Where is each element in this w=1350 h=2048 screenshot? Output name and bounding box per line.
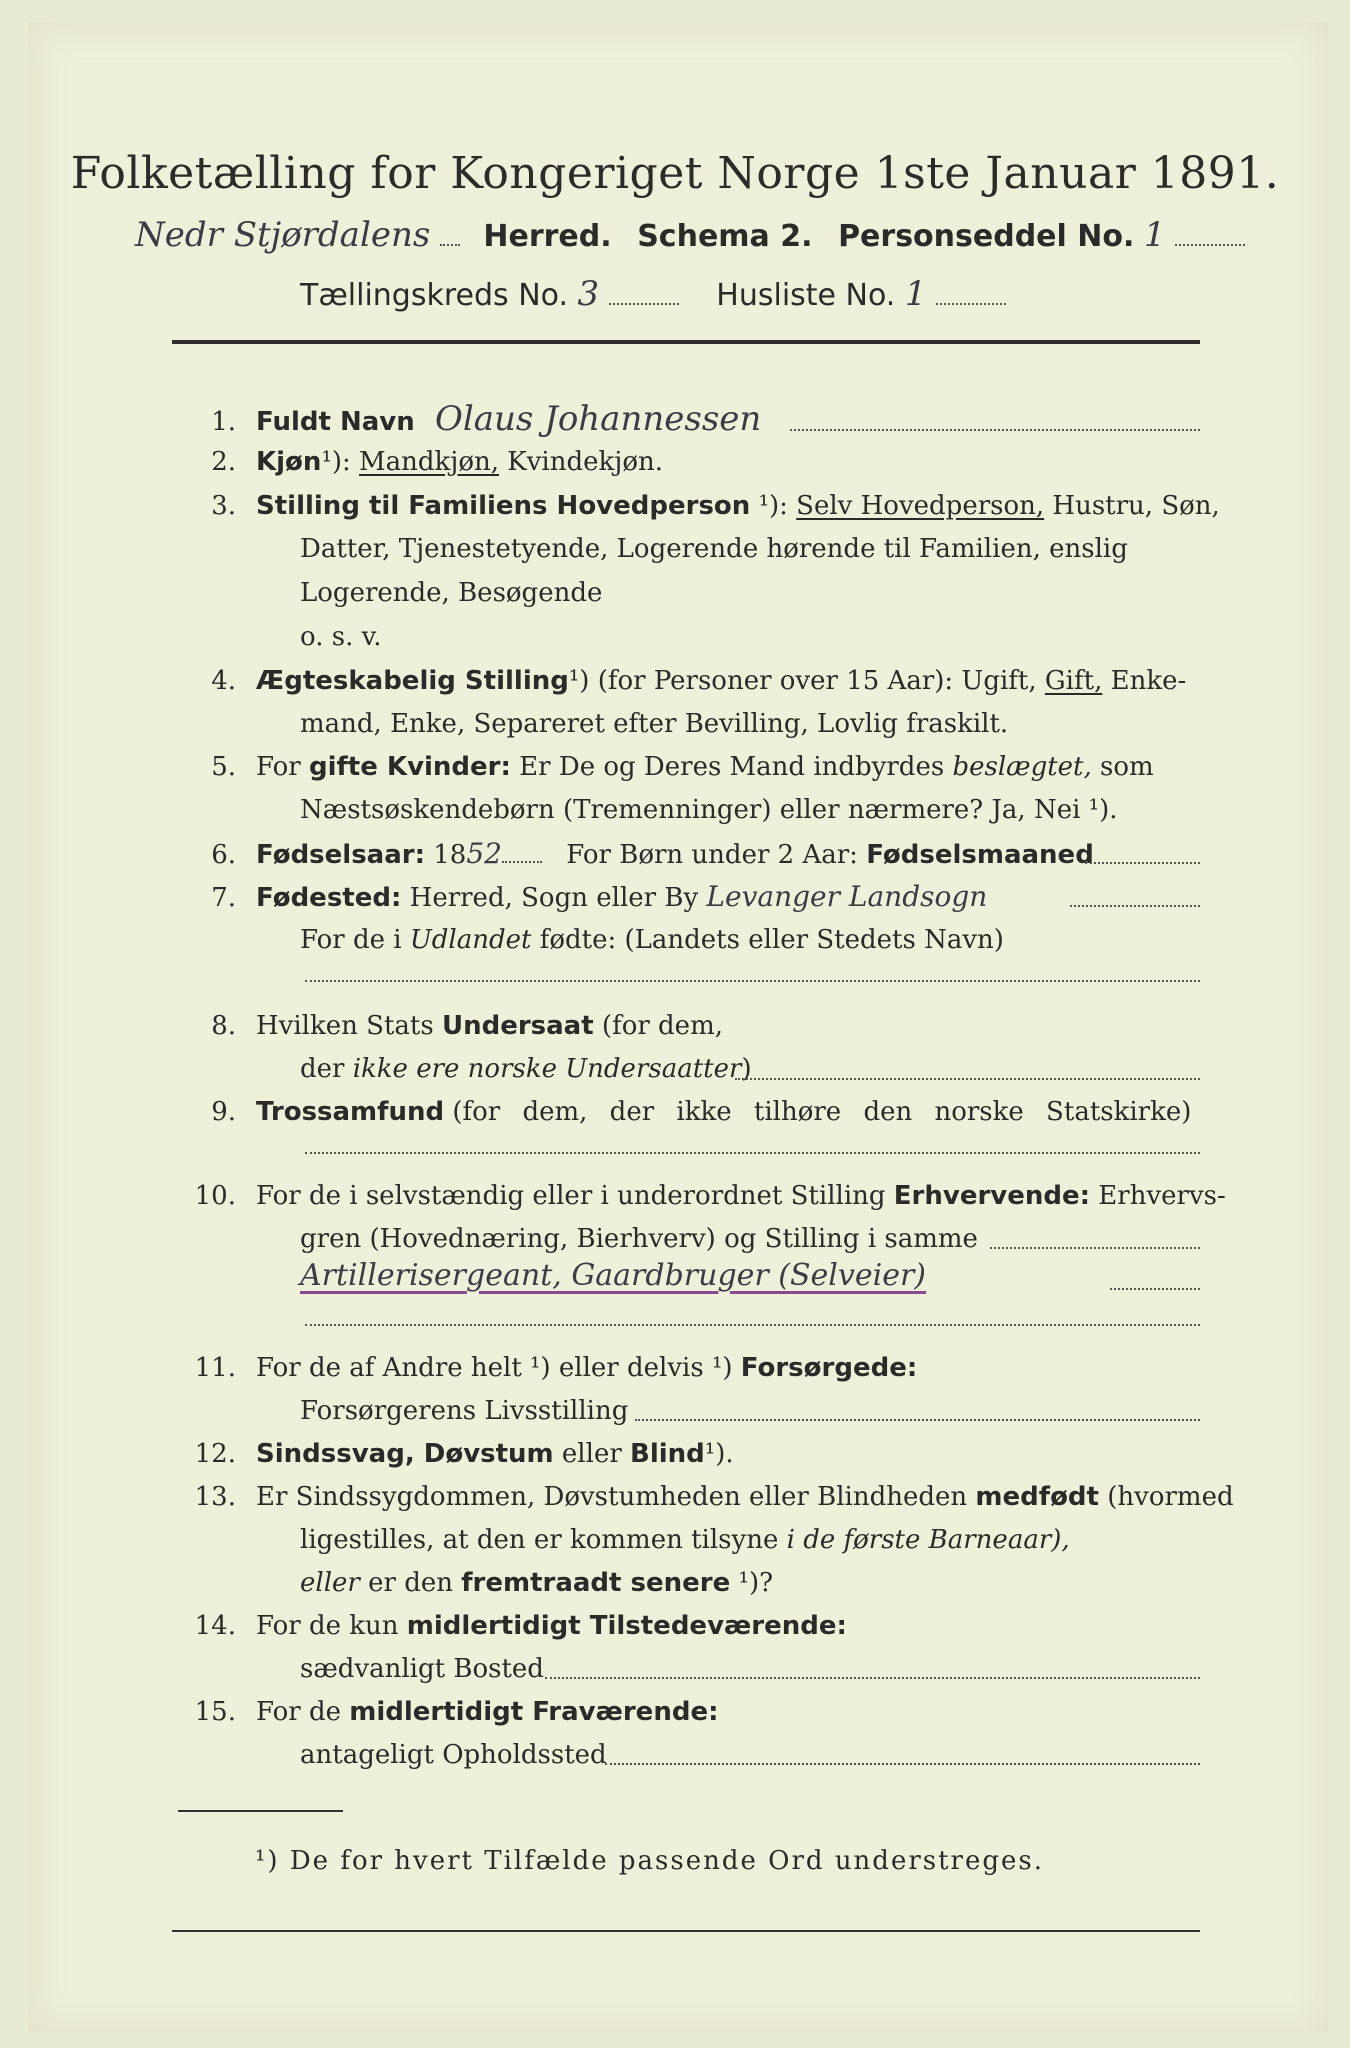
item-text: For de i: [300, 925, 402, 955]
fill-line: [735, 1078, 1200, 1080]
item-number: 3.: [211, 491, 236, 521]
item-label: Kjøn: [256, 447, 322, 477]
item-label: Stilling til Familiens Hovedperson: [256, 491, 751, 521]
item-6: [172, 838, 1094, 871]
item-text: For: [256, 752, 301, 782]
item-label: fremtraadt senere: [461, 1568, 731, 1598]
footnote-divider: [178, 1810, 343, 1812]
item-text-italic: Udlandet: [409, 925, 532, 955]
item-13: [172, 1481, 1234, 1513]
fill-line: [305, 1324, 1200, 1326]
item-number: 8.: [211, 1011, 236, 1041]
item-number: 7.: [211, 883, 236, 913]
item-text: (hvormed: [1107, 1482, 1234, 1512]
item-label: gifte Kvinder:: [308, 752, 511, 782]
item-label: Fødested:: [256, 883, 402, 913]
footnote: ¹) De for hvert Tilfælde passende Ord understreges.: [255, 1846, 1045, 1876]
item-text: Enke-: [1110, 666, 1187, 696]
footnote-marker: ¹):: [321, 447, 351, 477]
item-8: [172, 1010, 723, 1042]
item-number: 12.: [194, 1439, 236, 1469]
item-number: 1.: [211, 407, 236, 437]
item-text: For de: [256, 1697, 341, 1727]
item-1: [172, 399, 762, 439]
item-text: ¹)?: [738, 1568, 774, 1598]
option-text: Hustru, Søn,: [1052, 491, 1220, 521]
item-number: 10.: [194, 1181, 236, 1211]
item-number: 13.: [194, 1482, 236, 1512]
item-text-italic: eller: [300, 1568, 360, 1598]
item-label: Undersaat: [441, 1011, 594, 1041]
kreds-label: Tællingskreds No.: [300, 278, 568, 313]
schema-label: Schema 2.: [637, 219, 813, 254]
item-13-line-2: [300, 1524, 1070, 1556]
fill-line: [1110, 1288, 1200, 1290]
item-text: som: [1100, 752, 1154, 782]
item-number: 9.: [211, 1097, 236, 1127]
fill-line: [990, 1247, 1200, 1249]
item-label: Fuldt Navn: [256, 407, 415, 437]
item-8-line-2: der ikke ere norske Undersaatter): [300, 1054, 752, 1084]
item-text: er den: [368, 1568, 453, 1598]
item-text: der: [300, 1054, 345, 1084]
item-text: eller: [561, 1439, 622, 1469]
fill-line: [1085, 862, 1200, 864]
item-label: Blind: [630, 1439, 705, 1469]
option-selected: Selv Hovedperson,: [796, 491, 1045, 521]
item-9: [172, 1096, 1191, 1128]
item-label: Fødselsmaaned: [866, 840, 1094, 870]
header-district-row: [300, 274, 1006, 314]
item-text: Herred, Sogn eller By: [409, 883, 699, 913]
item-12: [172, 1438, 734, 1470]
item-15: [172, 1696, 718, 1728]
item-3-line-4: o. s. v.: [300, 622, 382, 652]
item-number: 6.: [211, 840, 236, 870]
item-number: 15.: [194, 1697, 236, 1727]
item-text-italic: i de første Barneaar),: [786, 1525, 1070, 1555]
item-15-line-2: antageligt Opholdssted: [300, 1740, 607, 1770]
item-label: medfødt: [975, 1482, 1099, 1512]
item-11-line-2: Forsørgerens Livsstilling: [300, 1396, 629, 1426]
item-label: Sindssvag, Døvstum: [256, 1439, 554, 1469]
item-text: Hvilken Stats: [256, 1011, 434, 1041]
fill-line: [605, 1763, 1200, 1765]
item-text-italic: ikke ere norske Undersaatter: [352, 1054, 742, 1084]
item-number: 11.: [194, 1353, 236, 1383]
item-7: [172, 881, 987, 914]
fill-line: [305, 1152, 1200, 1154]
fill-line: [790, 429, 1200, 431]
header-divider: [172, 340, 1200, 344]
birthplace-value: Levanger Landsogn: [706, 880, 988, 913]
item-number: 2.: [211, 447, 236, 477]
item-label: midlertidigt Tilstedeværende:: [406, 1611, 847, 1641]
item-text: (for dem,: [601, 1011, 723, 1041]
item-14: [172, 1610, 847, 1642]
item-3: [172, 490, 1220, 522]
item-13-line-3: [300, 1567, 773, 1599]
option-selected: Gift,: [1044, 666, 1103, 696]
item-label: Erhvervende:: [893, 1181, 1091, 1211]
item-3-line-3: Logerende, Besøgende: [300, 578, 603, 608]
item-14-line-2: sædvanligt Bosted: [300, 1654, 544, 1684]
item-text: Erhvervs-: [1098, 1181, 1226, 1211]
item-label: Trossamfund: [256, 1097, 445, 1127]
footnote-marker: ¹):: [758, 491, 788, 521]
husliste-label: Husliste No.: [716, 278, 896, 313]
kreds-number: 3: [577, 274, 600, 314]
personseddel-label: Personseddel No.: [838, 219, 1135, 254]
item-2: [172, 446, 663, 478]
item-text: For de kun: [256, 1611, 399, 1641]
item-3-line-2: Datter, Tjenestetyende, Logerende hørende til Familien, enslig: [300, 534, 1128, 564]
item-number: 4.: [211, 666, 236, 696]
item-11: [172, 1352, 917, 1384]
herred-label: Herred.: [483, 219, 612, 254]
option-selected: Mandkjøn,: [359, 447, 500, 477]
personseddel-number: 1: [1143, 215, 1166, 255]
husliste-number: 1: [904, 274, 927, 314]
fill-line: [305, 980, 1200, 982]
item-4: [172, 665, 1186, 697]
birth-year-prefix: 18: [433, 840, 467, 870]
birth-year-value: 52: [466, 837, 502, 870]
occupation-value: Artillerisergeant, Gaardbruger (Selveier): [300, 1258, 927, 1293]
fill-line: [545, 1677, 1200, 1679]
item-text: (for dem, der ikke tilhøre den norske Statskirke): [452, 1097, 1192, 1127]
item-label: Fødselsaar:: [256, 840, 425, 870]
item-label: midlertidigt Fraværende:: [349, 1697, 719, 1727]
item-number: 5.: [211, 752, 236, 782]
item-text: For de af Andre helt ¹) eller delvis ¹): [256, 1353, 733, 1383]
handwritten-municipality: Nedr Stjørdalens: [135, 215, 431, 255]
item-text: ligestilles, at den er kommen tilsyne: [300, 1525, 779, 1555]
item-5-line-2: Næstsøskendebørn (Tremenninger) eller nærmere? Ja, Nei ¹).: [300, 795, 1118, 825]
footnote-marker: ¹).: [704, 1439, 734, 1469]
item-10-line-2: gren (Hovednæring, Bierhverv) og Stilling i samme: [300, 1224, 978, 1254]
item-text-italic: beslægtet,: [952, 752, 1092, 782]
item-label: Forsørgede:: [740, 1353, 918, 1383]
item-5: [172, 751, 1154, 783]
item-7-line-2: [300, 924, 1004, 956]
fill-line: [1070, 905, 1200, 907]
item-10: [172, 1180, 1226, 1212]
full-name-value: Olaus Johannessen: [435, 399, 762, 439]
footnote-marker: ¹): [568, 666, 590, 696]
bottom-rule: [172, 1930, 1200, 1932]
option: Kvindekjøn.: [507, 447, 663, 477]
item-label: Ægteskabelig Stilling: [256, 666, 569, 696]
item-number: 14.: [194, 1611, 236, 1641]
fill-line: [635, 1419, 1200, 1421]
item-10-value-row: [300, 1260, 926, 1293]
header-municipality-row: [135, 215, 1245, 255]
item-text: fødte: (Landets eller Stedets Navn): [539, 925, 1004, 955]
item-text: Er Sindssygdommen, Døvstumheden eller Blindheden: [256, 1482, 968, 1512]
item-text: For de i selvstændig eller i underordnet Stilling: [256, 1181, 886, 1211]
item-text: Er De og Deres Mand indbyrdes: [519, 752, 945, 782]
item-text: (for Personer over 15 Aar): Ugift,: [597, 666, 1037, 696]
form-title: Folketælling for Kongeriget Norge 1ste Januar 1891.: [70, 148, 1280, 199]
item-text: For Børn under 2 Aar:: [566, 840, 858, 870]
item-4-line-2: mand, Enke, Separeret efter Bevilling, Lovlig fraskilt.: [300, 709, 1009, 739]
